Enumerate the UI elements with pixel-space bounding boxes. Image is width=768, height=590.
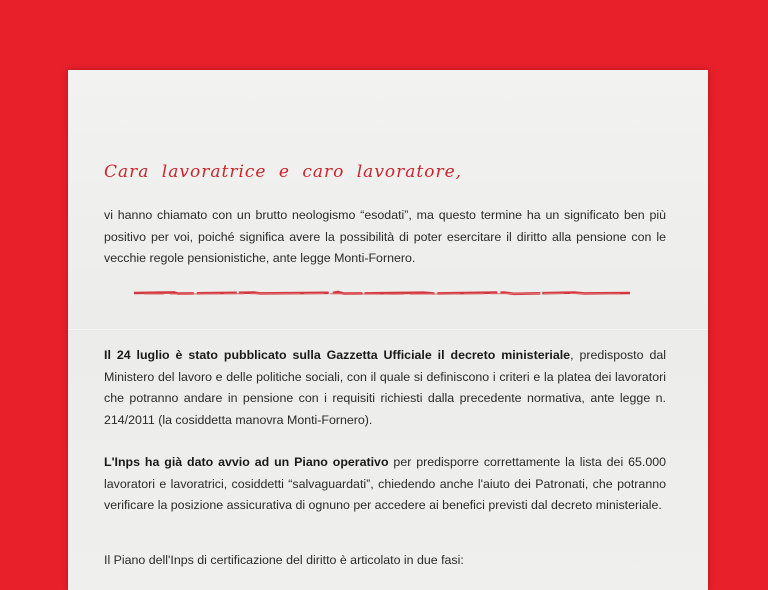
inps-plan-text: per predisporre correttamente la lista dei 65.000 lavoratori e lavoratrici, cosiddetti “salvaguardati”, chiedendo anche l'aiuto dei Patronati, che potranno verificare la posizione assicurativa di ognuno per accedere ai benefici previsti dal decreto ministeriale. xyxy=(104,455,666,512)
inps-plan-paragraph xyxy=(104,452,666,517)
decree-bold-text: Il 24 luglio è stato pubblicato sulla Gazzetta Ufficiale il decreto ministeriale xyxy=(104,348,571,362)
intro-paragraph: vi hanno chiamato con un brutto neologismo “esodati”, ma questo termine ha un significato ben più positivo per voi, poiché significa avere la possibilità di poter esercitare il diritto alla pensione con le vecchie regole pensionistiche, ante legge Monti-Fornero. xyxy=(104,208,666,265)
paper-fold xyxy=(68,328,708,331)
letter-paper xyxy=(68,70,708,590)
decree-text: , predisposto dal Ministero del lavoro e delle politiche sociali, con il quale si definiscono i criteri e la platea dei lavoratori che potranno andare in pensione con i requisiti richiesti dalla precedente normativa, ante legge n. 214/2011 (la cosiddetta manovra Monti-Fornero). xyxy=(104,348,666,427)
decree-paragraph xyxy=(104,345,666,431)
brush-divider xyxy=(134,290,630,296)
phases-paragraph: Il Piano dell'Inps di certificazione del diritto è articolato in due fasi: xyxy=(104,553,464,567)
letter-greeting: Cara lavoratrice e caro lavoratore, xyxy=(104,162,463,182)
inps-plan-bold-text: L'Inps ha già dato avvio ad un Piano operativo xyxy=(104,455,389,469)
